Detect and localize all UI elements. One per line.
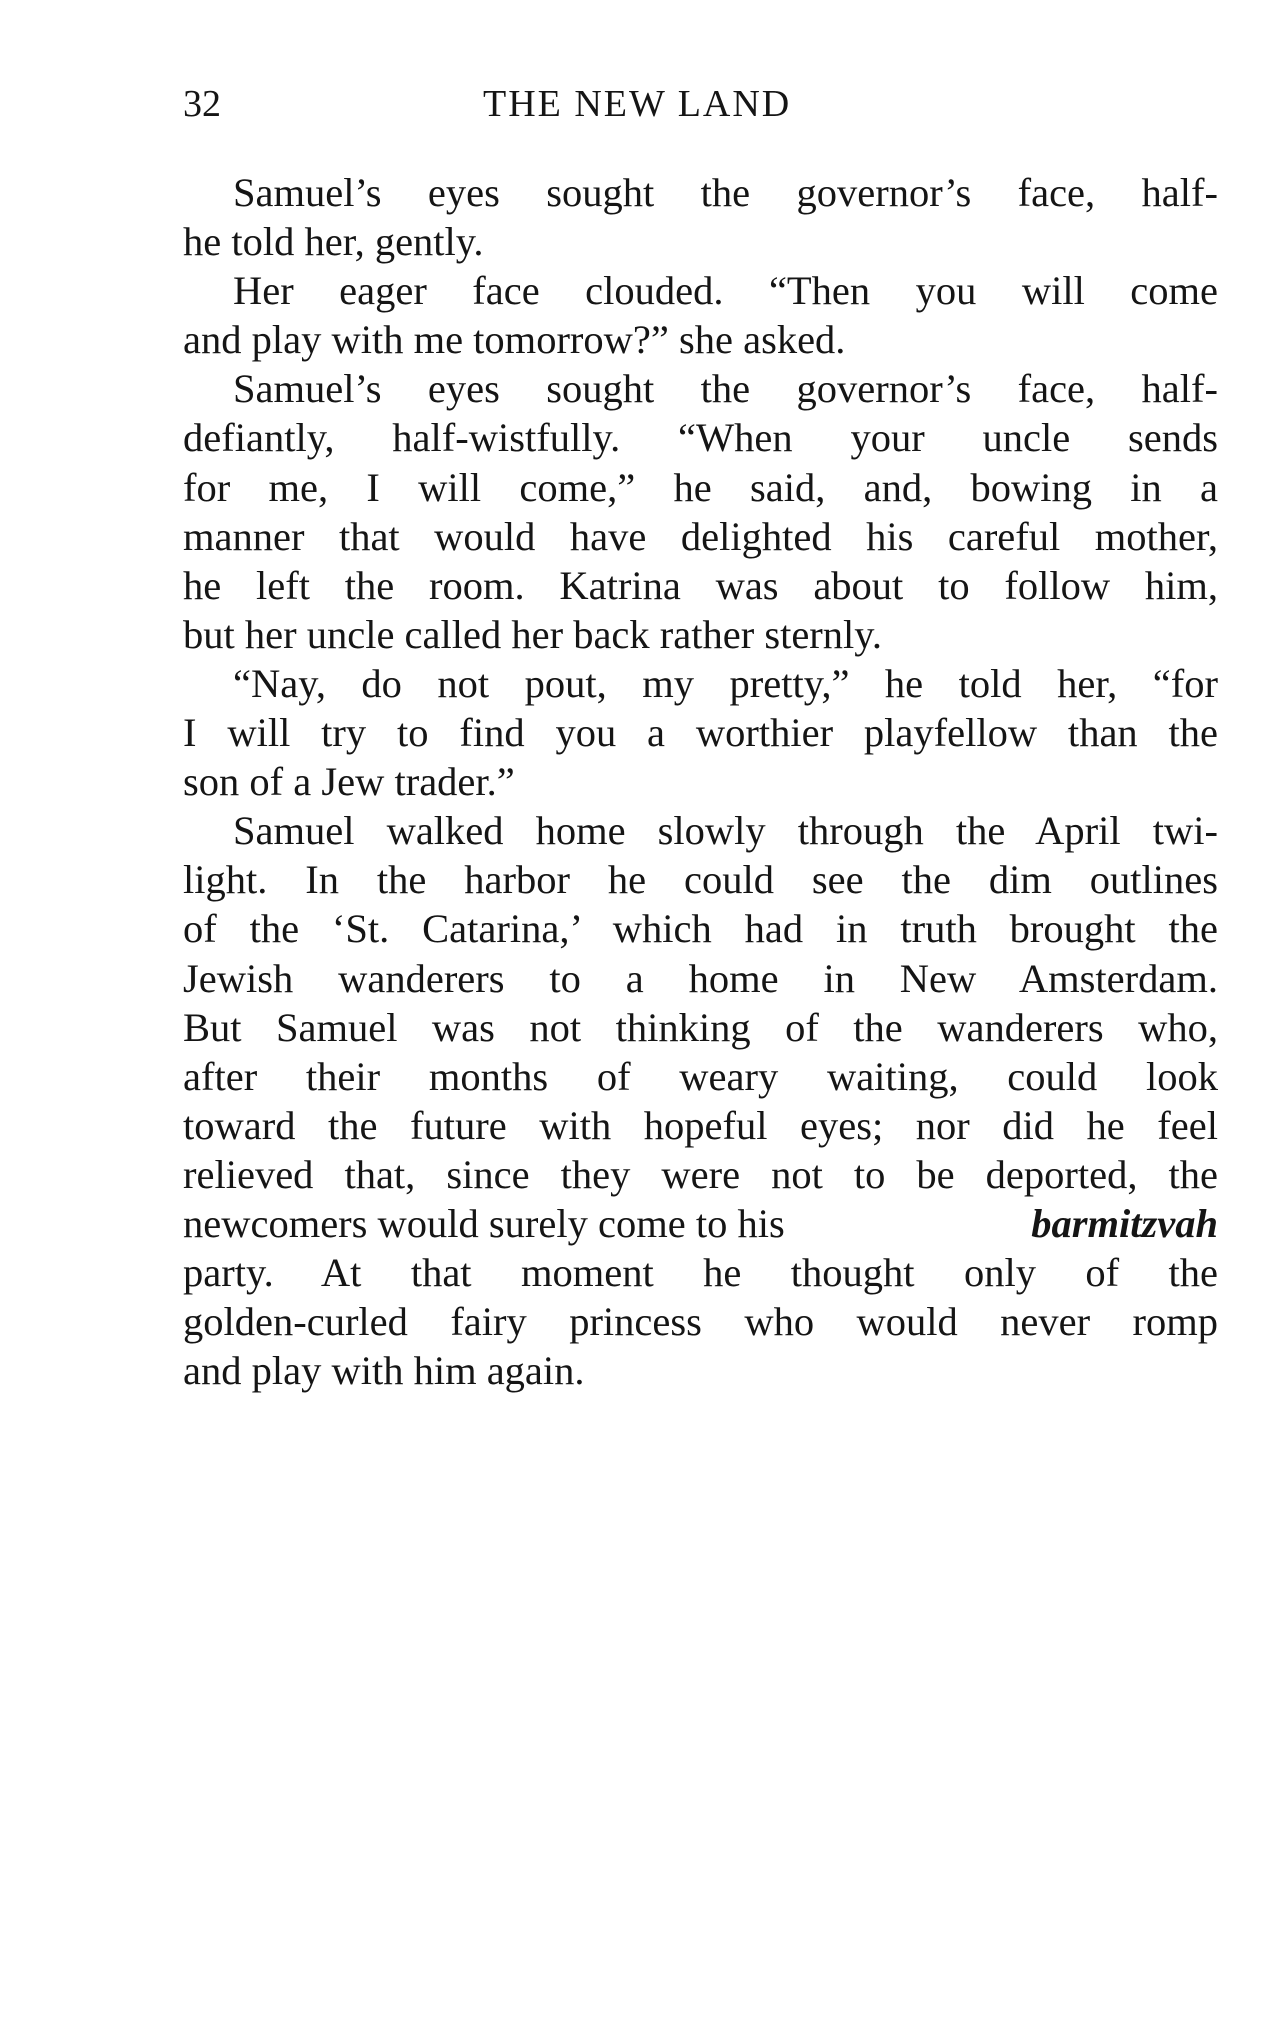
text-line: But Samuel was not thinking of the wanderers who, <box>183 1004 1218 1050</box>
text-line-with-italic <box>183 1199 1218 1248</box>
text-line: son of a Jew trader.” <box>183 759 515 805</box>
text-line: manner that would have delighted his careful mother, <box>183 513 1218 559</box>
text-line: he left the room. Katrina was about to follow him, <box>183 562 1218 608</box>
text-line: Samuel’s eyes sought the governor’s face, half- <box>233 366 1218 412</box>
text-line: defiantly, half-wistfully. “When your uncle sends <box>183 415 1218 461</box>
text-line: Samuel’s eyes sought the governor’s face, half- <box>233 170 1218 215</box>
text-line: relieved that, since they were not to be deported, the <box>183 1151 1218 1197</box>
text-line: after their months of weary waiting, could look <box>183 1053 1218 1099</box>
text-line: of the ‘St. Catarina,’ which had in truth brought the <box>183 906 1218 952</box>
running-title: THE NEW LAND <box>483 83 792 125</box>
text-line: toward the future with hopeful eyes; nor did he feel <box>183 1102 1218 1148</box>
text-line: and play with him again. <box>183 1348 585 1394</box>
body-text <box>183 168 1218 1395</box>
text-line: but her uncle called her back rather sternly. <box>183 611 883 657</box>
text-line: he told her, gently. <box>183 219 484 265</box>
text-line: Her eager face clouded. “Then you will come <box>233 268 1218 314</box>
running-head <box>183 74 1218 134</box>
page-number: 32 <box>183 83 221 125</box>
text-line: golden-curled fairy princess who would never romp <box>183 1299 1218 1345</box>
text-line: for me, I will come,” he said, and, bowing in a <box>183 464 1218 510</box>
text-line: “Nay, do not pout, my pretty,” he told her, “for <box>233 660 1218 706</box>
text-line: party. At that moment he thought only of the <box>183 1250 1218 1296</box>
italic-word: barmitzvah <box>1031 1200 1218 1246</box>
text-line: I will try to find you a worthier playfellow than the <box>183 710 1218 756</box>
text-line: Samuel walked home slowly through the April twi- <box>233 808 1218 854</box>
text-line: Jewish wanderers to a home in New Amsterdam. <box>183 955 1218 1001</box>
text-line-start: newcomers would surely come to his <box>183 1200 785 1246</box>
text-line: and play with me tomorrow?” she asked. <box>183 317 846 363</box>
text-line: light. In the harbor he could see the dim outlines <box>183 857 1218 903</box>
